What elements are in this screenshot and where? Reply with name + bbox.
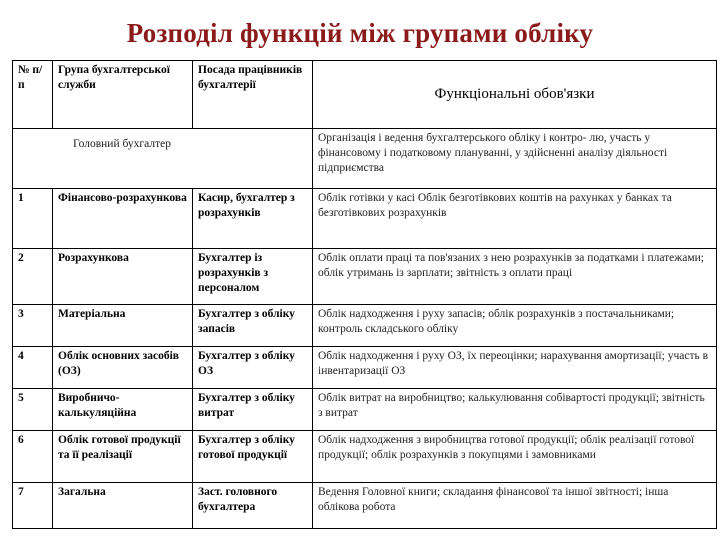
row-group: Облік готової продукції та її реалізації xyxy=(53,431,193,483)
row-number: 4 xyxy=(13,347,53,389)
table-row xyxy=(13,483,717,529)
row-number: 3 xyxy=(13,305,53,347)
table-row xyxy=(13,305,717,347)
row-number: 7 xyxy=(13,483,53,529)
table-row xyxy=(13,389,717,431)
row-duties: Облік оплати праці та пов'язаних з нею розрахунків за податками і платежами; облік утримань із зарплати; звітність з оплати праці xyxy=(313,249,717,305)
row-post: Бухгалтер з обліку запасів xyxy=(193,305,313,347)
row-number: 6 xyxy=(13,431,53,483)
row-post: Касир, бухгалтер з розрахунків xyxy=(193,189,313,249)
table-body xyxy=(13,189,717,529)
table-row xyxy=(13,431,717,483)
row-group: Матеріальна xyxy=(53,305,193,347)
row-duties: Облік готівки у касі Облік безготівкових коштів на рахунках у банках та безготівкових розрахунків xyxy=(313,189,717,249)
row-duties: Ведення Головної книги; складання фінансової та іншої звітності; інша облікова робота xyxy=(313,483,717,529)
row-group: Облік основних засобів (ОЗ) xyxy=(53,347,193,389)
row-group: Фінансово-розрахункова xyxy=(53,189,193,249)
table-header-row xyxy=(13,61,717,129)
row-group: Загальна xyxy=(53,483,193,529)
table-row xyxy=(13,189,717,249)
header-group: Група бухгалтерської служби xyxy=(53,61,193,129)
row-duties: Облік витрат на виробництво; калькулювання собівартості продукції; звітність з витрат xyxy=(313,389,717,431)
chief-label: Головний бухгалтер xyxy=(13,129,313,189)
row-post: Бухгалтер з обліку ОЗ xyxy=(193,347,313,389)
chief-row xyxy=(13,129,717,189)
table-row xyxy=(13,347,717,389)
row-number: 2 xyxy=(13,249,53,305)
row-duties: Облік надходження з виробництва готової продукції; облік реалізації готової продукції; облік розрахунків з покупцями і замовниками xyxy=(313,431,717,483)
row-post: Заст. головного бухгалтера xyxy=(193,483,313,529)
chief-duties: Організація і ведення бухгалтерського обліку і контро- лю, участь у фінансовому і податковому плануванні, у здійсненні аналізу діяльності підприємства xyxy=(313,129,717,189)
header-functions: Функціональні обов'язки xyxy=(313,61,717,129)
row-duties: Облік надходження і руху запасів; облік розрахунків з постачальниками; контроль складського обліку xyxy=(313,305,717,347)
row-group: Виробничо-калькуляційна xyxy=(53,389,193,431)
row-group: Розрахункова xyxy=(53,249,193,305)
row-number: 1 xyxy=(13,189,53,249)
table-row xyxy=(13,249,717,305)
functions-table xyxy=(12,60,717,529)
row-duties: Облік надходження і руху ОЗ, їх переоцінки; нарахування амортизації; участь в інвентаризації ОЗ xyxy=(313,347,717,389)
row-post: Бухгалтер із розрахунків з персоналом xyxy=(193,249,313,305)
row-post: Бухгалтер з обліку витрат xyxy=(193,389,313,431)
row-post: Бухгалтер з обліку готової продукції xyxy=(193,431,313,483)
header-post: Посада працівників бухгалтерії xyxy=(193,61,313,129)
page-title: Розподіл функцій між групами обліку xyxy=(126,18,594,48)
row-number: 5 xyxy=(13,389,53,431)
header-num: № п/п xyxy=(13,61,53,129)
